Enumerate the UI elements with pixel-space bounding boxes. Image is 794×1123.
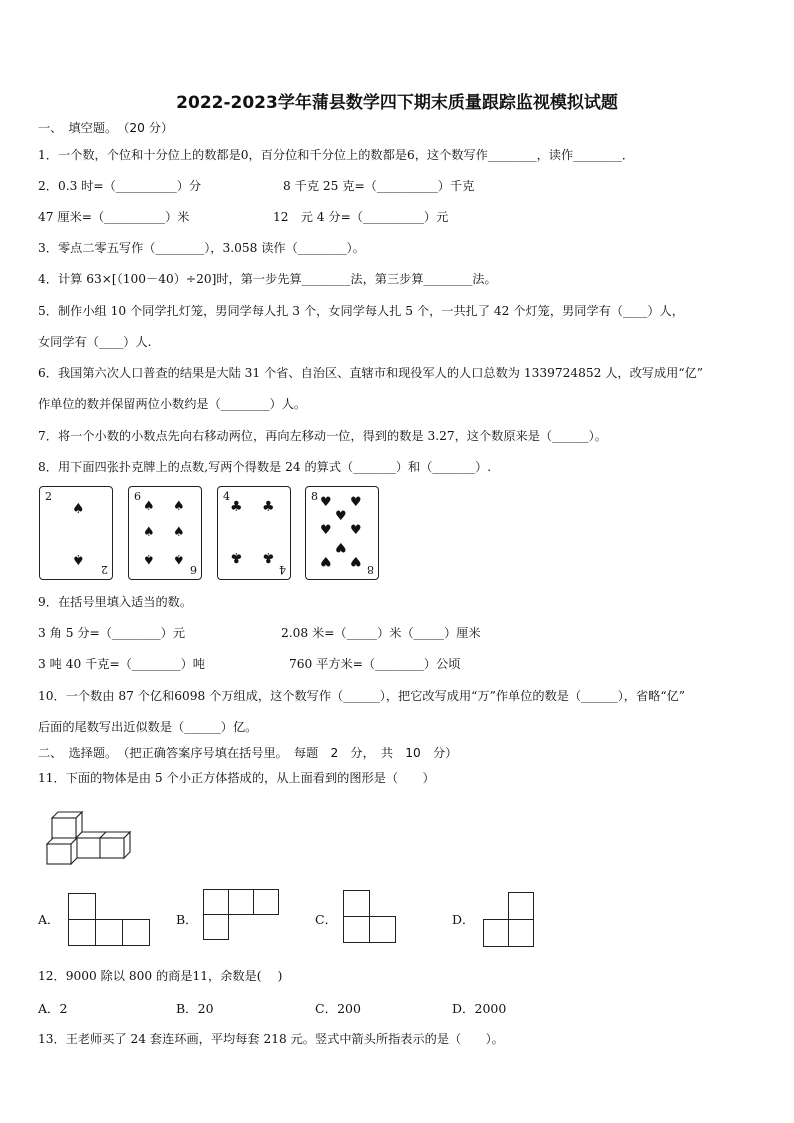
grid-square [228, 889, 254, 915]
spade-icon: ♠ [72, 501, 85, 517]
question-5-line2: 女同学有（____）人. [38, 335, 152, 349]
grid-square [122, 919, 150, 946]
grid-square [203, 889, 229, 915]
question-13: 13．王老师买了 24 套连环画，平均每套 218 元。竖式中箭头所指表示的是（ ）。 [38, 1032, 504, 1046]
grid-square [483, 919, 509, 947]
grid-square [508, 892, 534, 920]
q12-option-d[interactable]: D．2000 [452, 1001, 507, 1016]
cube-stack-figure [44, 806, 138, 872]
question-9b: 2.08 米=（_____）米（_____）厘米 [281, 626, 481, 640]
question-7: 7．将一个小数的小数点先向右移动两位，再向左移动一位，得到的数是 3.27，这个数原来是（______）。 [38, 429, 607, 443]
card-rank: 2 [45, 490, 52, 503]
heart-icon: ♥ [320, 553, 332, 568]
question-2c: 47 厘米=（__________）米 [38, 210, 190, 224]
heart-icon: ♥ [320, 495, 332, 510]
grid-square [203, 914, 229, 940]
card-rank: 8 [311, 490, 318, 503]
club-icon: ♣ [230, 549, 243, 565]
option-d-label[interactable]: D． [452, 912, 475, 927]
question-3: 3．零点二零五写作（________），3.058 读作（________）。 [38, 241, 365, 255]
playing-card-club-4 [217, 486, 291, 580]
grid-square [253, 889, 279, 915]
card-rank: 6 [190, 563, 197, 576]
question-8: 8．用下面四张扑克牌上的点数,写两个得数是 24 的算式（_______）和（_______）. [38, 460, 492, 474]
card-rank: 4 [223, 490, 230, 503]
option-a-label[interactable]: A． [38, 912, 60, 927]
question-10-line1: 10．一个数由 87 个亿和6098 个万组成，这个数写作（______），把它改写成用“万”作单位的数是（______），省略“亿” [38, 689, 686, 703]
q12-option-c[interactable]: C．200 [315, 1001, 361, 1016]
card-rank: 4 [279, 563, 286, 576]
card-rank: 2 [101, 563, 108, 576]
spade-icon: ♠ [173, 551, 185, 566]
page-title: 2022-2023学年蒲县数学四下期末质量跟踪监视模拟试题 [176, 93, 618, 113]
section-1-heading: 一、 填空题。 （20 分） [38, 121, 174, 135]
playing-card-spade-2 [39, 486, 113, 580]
question-12: 12．9000 除以 800 的商是11，余数是( ) [38, 969, 283, 983]
question-2d: 12 元 4 分=（__________）元 [273, 210, 449, 224]
question-9a: 3 角 5 分=（________）元 [38, 626, 186, 640]
heart-icon: ♥ [335, 509, 347, 524]
card-rank: 8 [367, 563, 374, 576]
question-2b: 8 千克 25 克=（__________）千克 [283, 179, 475, 193]
grid-square [68, 893, 96, 920]
playing-card-heart-8 [305, 486, 379, 580]
club-icon: ♣ [262, 499, 275, 515]
question-2a: 2．0.3 时=（__________）分 [38, 179, 202, 193]
card-rank: 6 [134, 490, 141, 503]
playing-card-spade-6 [128, 486, 202, 580]
grid-square [95, 919, 123, 946]
spade-icon: ♠ [143, 551, 155, 566]
grid-square [508, 919, 534, 947]
question-9c: 3 吨 40 千克=（________）吨 [38, 657, 205, 671]
spade-icon: ♠ [173, 525, 185, 540]
question-1: 1．一个数，个位和十分位上的数都是0，百分位和千分位上的数都是6，这个数写作________，读作________． [38, 148, 635, 162]
heart-icon: ♥ [350, 495, 362, 510]
question-10-line2: 后面的尾数写出近似数是（______）亿。 [38, 720, 258, 734]
question-9: 9．在括号里填入适当的数。 [38, 595, 193, 609]
section-2-heading: 二、 选择题。 （把正确答案序号填在括号里。 每题 2 分， 共 10 分） [38, 746, 458, 760]
club-icon: ♣ [230, 499, 243, 515]
option-b-label[interactable]: B． [176, 912, 198, 927]
question-5-line1: 5．制作小组 10 个同学扎灯笼，男同学每人扎 3 个，女同学每人扎 5 个，一共扎了 42 个灯笼，男同学有（____）人， [38, 304, 684, 318]
grid-square [369, 916, 396, 943]
grid-square [343, 890, 370, 917]
heart-icon: ♥ [350, 523, 362, 538]
spade-icon: ♠ [143, 525, 155, 540]
q12-option-b[interactable]: B．20 [176, 1001, 214, 1016]
spade-icon: ♠ [72, 551, 85, 567]
question-4: 4．计算 63×[（100－40）÷20]时，第一步先算________法，第三步算________法。 [38, 272, 497, 286]
heart-icon: ♥ [335, 539, 347, 554]
question-11: 11．下面的物体是由 5 个小正方体搭成的，从上面看到的图形是（ ） [38, 771, 435, 785]
grid-square [68, 919, 96, 946]
q12-option-a[interactable]: A．2 [38, 1001, 68, 1016]
spade-icon: ♠ [173, 499, 185, 514]
option-c-label[interactable]: C． [315, 912, 338, 927]
heart-icon: ♥ [350, 553, 362, 568]
grid-square [343, 916, 370, 943]
question-6-line1: 6．我国第六次人口普查的结果是大陆 31 个省、自治区、直辖市和现役军人的人口总数为 1339724852 人，改写成用“亿” [38, 366, 704, 380]
spade-icon: ♠ [143, 499, 155, 514]
question-6-line2: 作单位的数并保留两位小数约是（________）人。 [38, 397, 307, 411]
heart-icon: ♥ [320, 523, 332, 538]
question-9d: 760 平方米=（________）公顷 [289, 657, 461, 671]
club-icon: ♣ [262, 549, 275, 565]
